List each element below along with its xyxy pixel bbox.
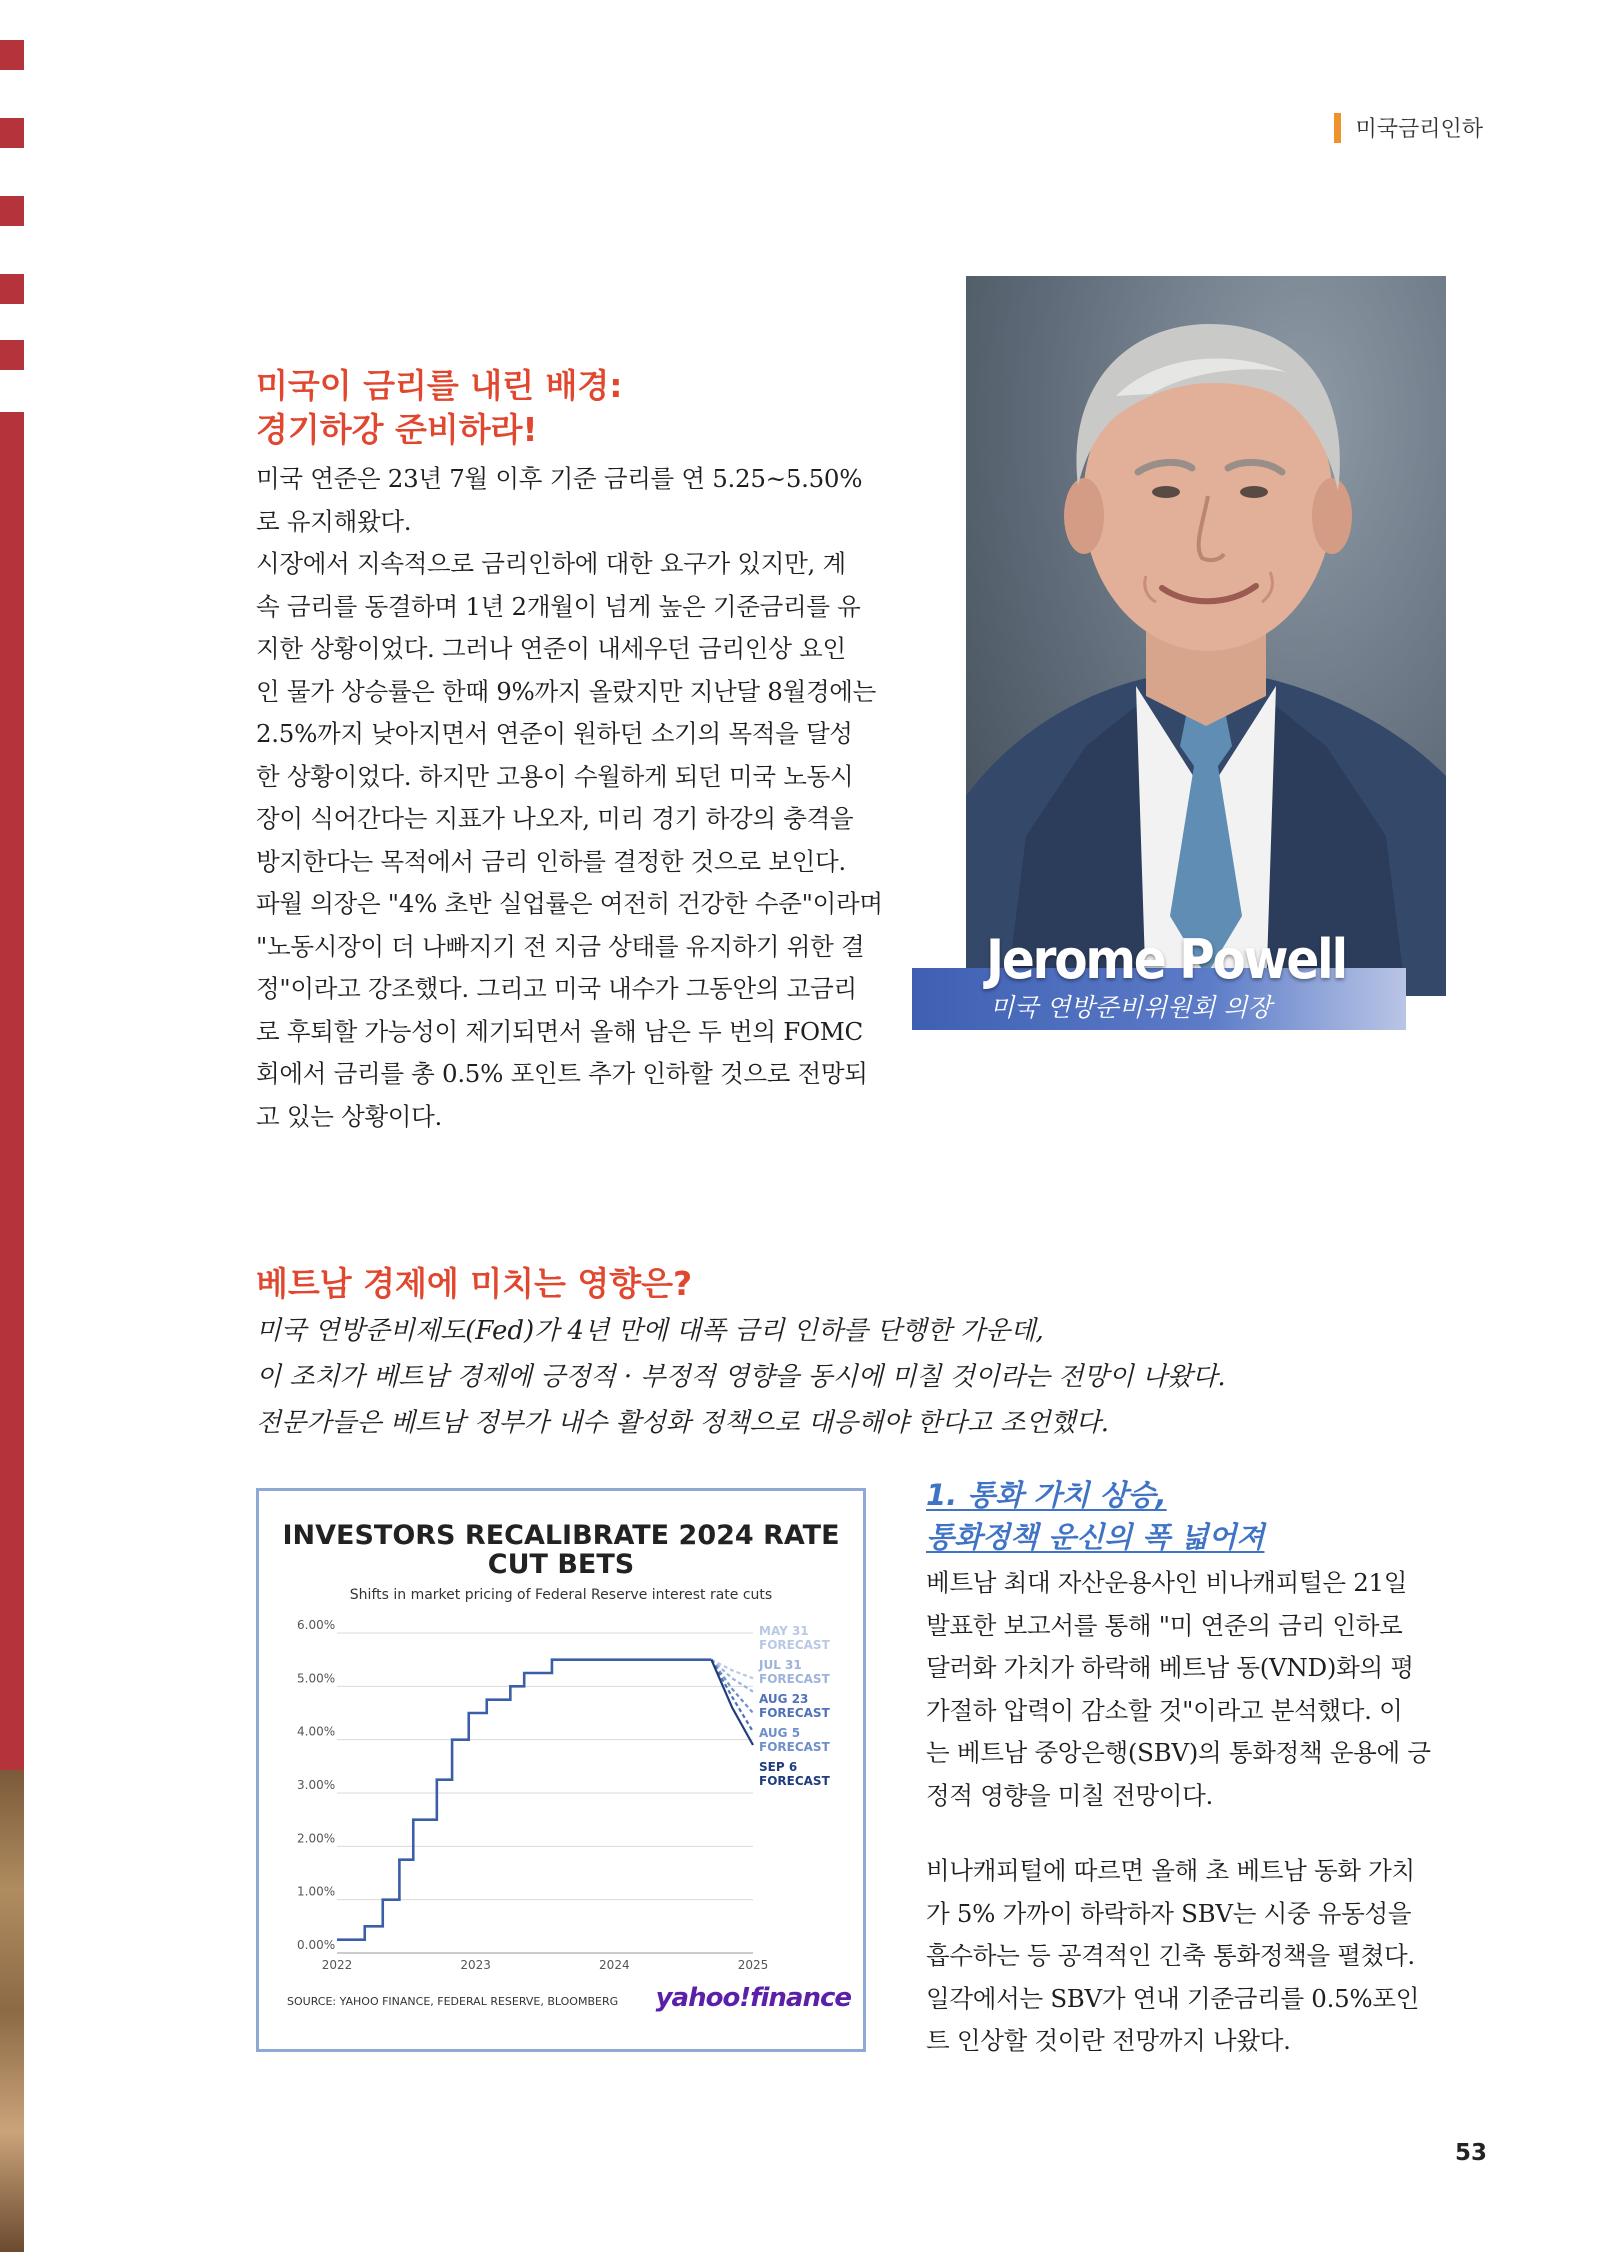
y-tick-label: 4.00% (297, 1724, 336, 1739)
section2-lead (256, 1308, 1226, 1446)
text-line: 미국 연준은 23년 7월 이후 기준 금리를 연 5.25~5.50% (256, 464, 863, 493)
subsection-heading-line1: 1. 통화 가치 상승, (926, 1478, 1167, 1512)
rate-cut-chart (256, 1488, 866, 2052)
text-line: 정적 영향을 미칠 전망이다. (926, 1780, 1213, 1810)
x-tick-label: 2024 (599, 1958, 630, 1972)
text-line: 일각에서는 SBV가 연내 기준금리를 0.5%포인 (926, 1983, 1420, 2013)
lead-line: 미국 연방준비제도(Fed)가 4년 만에 대폭 금리 인하를 단행한 가운데, (256, 1316, 1044, 1346)
section-tag (1334, 112, 1483, 143)
lead-line: 전문가들은 베트남 정부가 내수 활성화 정책으로 대응해야 한다고 조언했다. (256, 1408, 1109, 1438)
x-tick-label: 2025 (737, 1958, 769, 1972)
y-tick-label: 0.00% (297, 1938, 336, 1952)
section-tag-label: 미국금리인하 (1355, 117, 1483, 142)
legend-label: FORECAST (759, 1706, 830, 1720)
text-line: 방지한다는 목적에서 금리 인하를 결정한 것으로 보인다. (256, 846, 846, 876)
text-line: 인 물가 상승률은 한때 9%까지 올랐지만 지난달 8월경에는 (256, 676, 877, 706)
text-line: 달러화 가치가 하락해 베트남 동(VND)화의 평 (926, 1653, 1414, 1682)
subsection-paragraph-1 (926, 1562, 1431, 1817)
text-line: 로 후퇴할 가능성이 제기되면서 올해 남은 두 번의 FOMC (256, 1016, 863, 1046)
section1-body (256, 458, 883, 1138)
x-tick-label: 2022 (321, 1958, 353, 1972)
text-line: 가절하 압력이 감소할 것"이라고 분석했다. 이 (926, 1695, 1403, 1725)
chart-title: INVESTORS RECALIBRATE 2024 RATE CUT BETS (282, 1520, 840, 1580)
text-line: 비나캐피털에 따르면 올해 초 베트남 동화 가치 (926, 1856, 1415, 1885)
y-tick-label: 1.00% (297, 1884, 336, 1899)
lead-line: 이 조치가 베트남 경제에 긍정적 · 부정적 영향을 동시에 미칠 것이라는 전망이 나왔다. (256, 1362, 1226, 1392)
chart-subtitle: Shifts in market pricing of Federal Reserve interest rate cuts (349, 1587, 773, 1603)
subsection-heading-line2: 통화정책 운신의 폭 넓어져 (926, 1520, 1265, 1554)
text-line: 장이 식어간다는 지표가 나오자, 미리 경기 하강의 충격을 (256, 804, 854, 833)
text-line: 2.5%까지 낮아지면서 연준이 원하던 소기의 목적을 달성 (256, 719, 853, 748)
text-line: 트 인상할 것이란 전망까지 나왔다. (926, 2026, 1291, 2055)
strip-dash (0, 340, 24, 370)
text-line: "노동시장이 더 나빠지기 전 지금 상태를 유지하기 위한 결 (256, 931, 865, 961)
text-line: 정"이라고 강조했다. 그리고 미국 내수가 그동안의 고금리 (256, 974, 857, 1003)
portrait-title: 미국 연방준비위원회 의장 (990, 993, 1272, 1022)
legend-label: JUL 31 (759, 1658, 802, 1672)
strip-dash (0, 196, 24, 226)
text-line: 시장에서 지속적으로 금리인하에 대한 요구가 있지만, 계 (256, 549, 846, 578)
text-line: 베트남 최대 자산운용사인 비나캐피털은 21일 (926, 1568, 1408, 1597)
strip-dash (0, 40, 24, 70)
y-tick-label: 2.00% (297, 1831, 336, 1846)
section1-heading (256, 364, 622, 452)
series-line (337, 1660, 711, 1940)
text-line: 흡수하는 등 공격적인 긴축 통화정책을 펼쳤다. (926, 1941, 1415, 1970)
yahoo-finance-logo: yahoo!finance (655, 1983, 851, 2013)
section1-heading-line1: 미국이 금리를 내린 배경: (256, 366, 623, 405)
left-edge-strip (0, 0, 24, 2252)
legend-label: FORECAST (759, 1672, 830, 1686)
portrait-name: Jerome Powell (986, 928, 1346, 991)
strip-photo (0, 1770, 24, 2252)
text-line: 발표한 보고서를 통해 "미 연준의 금리 인하로 (926, 1610, 1403, 1640)
chart-plot (259, 1491, 863, 2049)
subsection-heading (926, 1474, 1264, 1558)
section-tag-marker (1334, 113, 1341, 143)
legend-label: FORECAST (759, 1638, 830, 1652)
chart-source: SOURCE: YAHOO FINANCE, FEDERAL RESERVE, BLOOMBERG (287, 1995, 619, 2008)
text-line: 로 유지해왔다. (256, 506, 412, 536)
subsection-paragraph-2 (926, 1850, 1420, 2063)
legend-label: AUG 5 (759, 1726, 801, 1740)
text-line: 한 상황이었다. 하지만 고용이 수월하게 되던 미국 노동시 (256, 761, 854, 791)
section2-heading: 베트남 경제에 미치는 영향은? (256, 1264, 693, 1303)
text-line: 가 5% 가까이 하락하자 SBV는 시중 유동성을 (926, 1898, 1412, 1928)
legend-label: FORECAST (759, 1740, 830, 1754)
legend-label: AUG 23 (759, 1692, 809, 1706)
text-line: 속 금리를 동결하며 1년 2개월이 넘게 높은 기준금리를 유 (256, 591, 861, 621)
y-tick-label: 5.00% (297, 1671, 336, 1686)
legend-label: FORECAST (759, 1774, 830, 1788)
y-tick-label: 3.00% (297, 1778, 336, 1792)
strip-dash (0, 118, 24, 148)
y-tick-label: 6.00% (297, 1618, 336, 1632)
series-line (711, 1660, 753, 1745)
legend-label: SEP 6 (759, 1760, 798, 1774)
section1-heading-line2: 경기하강 준비하라! (256, 410, 538, 449)
portrait-illustration (966, 276, 1446, 996)
x-tick-label: 2023 (460, 1958, 491, 1972)
text-line: 회에서 금리를 총 0.5% 포인트 추가 인하할 것으로 전망되 (256, 1059, 868, 1088)
legend-label: MAY 31 (759, 1624, 809, 1638)
text-line: 는 베트남 중앙은행(SBV)의 통화정책 운용에 긍 (926, 1738, 1431, 1767)
text-line: 고 있는 상황이다. (256, 1101, 443, 1131)
text-line: 지한 상황이었다. 그러나 연준이 내세우던 금리인상 요인 (256, 634, 846, 663)
strip-dash (0, 274, 24, 304)
jerome-powell-portrait (966, 276, 1446, 996)
page-number: 53 (1455, 2140, 1488, 2166)
text-line: 파월 의장은 "4% 초반 실업률은 여전히 건강한 수준"이라며 (256, 889, 883, 918)
